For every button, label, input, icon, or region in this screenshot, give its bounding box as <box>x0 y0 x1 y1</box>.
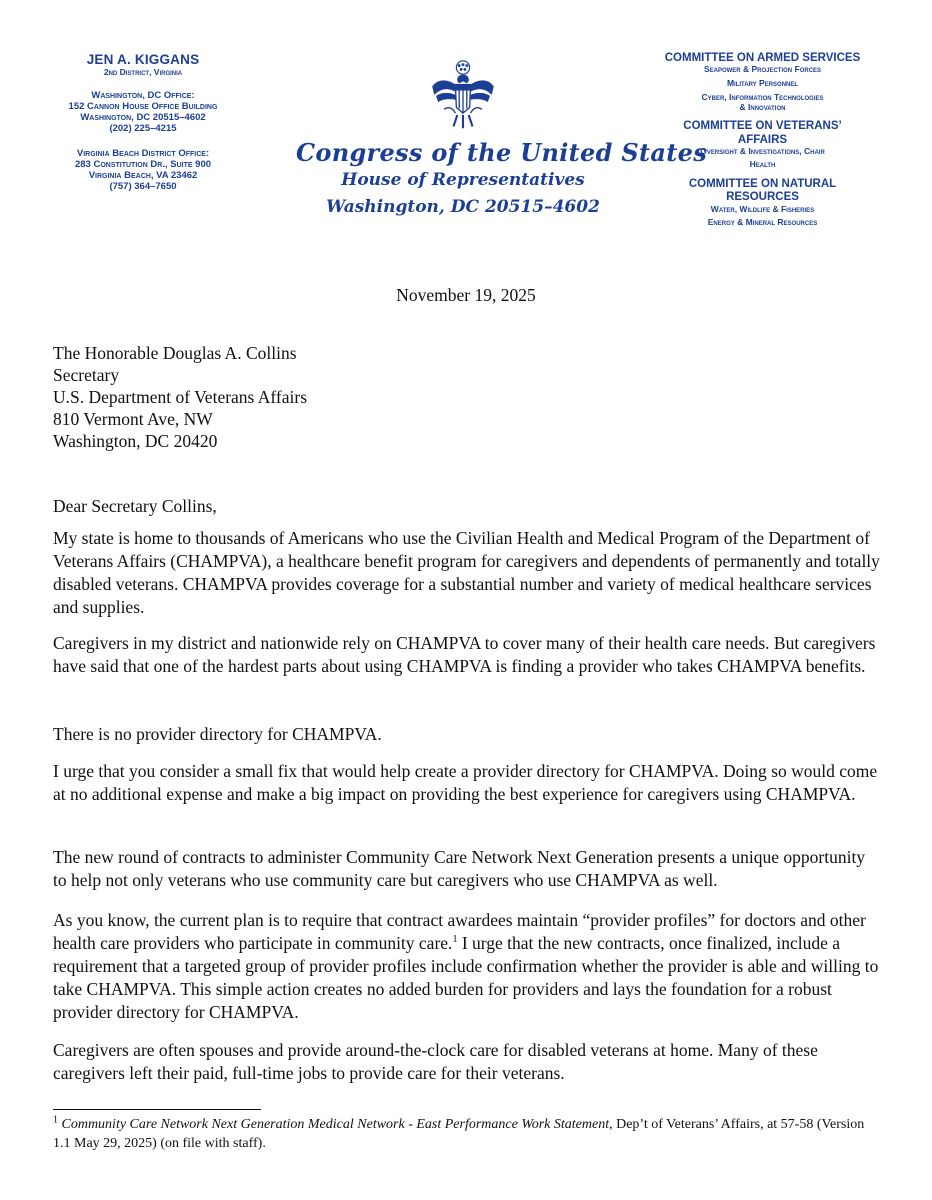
committee-natural-resources <box>660 178 865 204</box>
district-phone: (757) 364–7650 <box>109 180 177 192</box>
address-line: U.S. Department of Veterans Affairs <box>53 387 308 407</box>
city-heading: Washington, DC 20515–4602 <box>326 197 600 217</box>
subcommittee-item: Water, Wildlife & Fisheries <box>710 203 815 214</box>
footnote-citation: , Dep’t of Veterans’ Affairs, at 57-58 (Version 1.1 May 29, 2025) (on file with staff). <box>53 1117 865 1151</box>
subcommittee-item: Cyber, Information Technologies <box>701 91 824 102</box>
subcommittee-item: Health <box>749 159 776 170</box>
subcommittee-item: Military Personnel <box>726 77 799 88</box>
district-address-line-2: Virginia Beach, VA 23462 <box>88 169 198 181</box>
paragraph-4: I urge that you consider a small fix that would help create a provider directory for CHAMPVA. Doing so would come at no additional expense and make a big impact on providing the best experience for caregivers using CHAMPVA. <box>53 761 878 804</box>
paragraph-7: Caregivers are often spouses and provide around-the-clock care for disabled veterans at home. Many of these caregivers left their paid, full-time jobs to provide care for their veterans. <box>53 1040 818 1083</box>
footnote-reference: 1 <box>452 934 458 946</box>
address-line: 810 Vermont Ave, NW <box>53 409 213 429</box>
committee-veterans-affairs <box>660 120 865 146</box>
letterhead-member-info <box>48 52 238 193</box>
paragraph-2: Caregivers in my district and nationwide rely on CHAMPVA to cover many of their health care needs. But caregivers have said that one of the hardest parts about using CHAMPVA is finding a provider who takes CHAMPVA benefits. <box>53 633 876 676</box>
committee-veterans-affairs-line-1: COMMITTEE ON VETERANS’ <box>683 120 842 133</box>
paragraph-6-part-1: As you know, the current plan is to require that contract awardees maintain “provider profiles” for doctors and other health care providers who participate in community care. <box>53 910 866 953</box>
subcommittee-item: Oversight & Investigations, Chair <box>700 145 825 156</box>
committee-veterans-affairs-line-2: AFFAIRS <box>737 133 788 146</box>
dc-office-label: Washington, DC Office: <box>91 90 195 102</box>
address-line: The Honorable Douglas A. Collins <box>53 343 297 363</box>
great-seal-eagle-icon <box>425 58 501 134</box>
dc-address-line-1: 152 Cannon House Office Building <box>68 101 218 113</box>
salutation: Dear Secretary Collins, <box>53 496 217 516</box>
address-line: Washington, DC 20420 <box>53 431 218 451</box>
footnote-divider <box>53 1109 261 1110</box>
committee-armed-services: COMMITTEE ON ARMED SERVICES <box>664 52 861 64</box>
footnote-number: 1 <box>53 1114 58 1126</box>
paragraph-1: My state is home to thousands of Americans who use the Civilian Health and Medical Program of the Department of Veterans Affairs (CHAMPVA), a healthcare benefit program for caregivers and dependents of permanently and totally disabled veterans. CHAMPVA provides coverage for a substantial number and variety of medical healthcare services and supplies. <box>53 528 880 617</box>
dc-phone: (202) 225–4215 <box>109 123 177 135</box>
committee-natural-resources-line-2: RESOURCES <box>726 191 799 204</box>
footnote <box>53 1115 883 1153</box>
dc-address-line-2: Washington, DC 20515–4602 <box>80 112 206 124</box>
address-line: Secretary <box>53 365 120 385</box>
congress-heading: Congress of the United States <box>296 138 708 167</box>
paragraph-5: The new round of contracts to administer Community Care Network Next Generation presents a unique opportunity to help not only veterans who use community care but caregivers who use CHAMPVA as well. <box>53 847 866 890</box>
letter-date: November 19, 2025 <box>396 285 536 305</box>
member-district: 2nd District, Virginia <box>103 66 183 77</box>
recipient-address <box>53 342 307 452</box>
committee-natural-resources-line-1: COMMITTEE ON NATURAL <box>688 178 837 191</box>
subcommittee-item: Energy & Mineral Resources <box>707 217 818 228</box>
footnote-title: Community Care Network Next Generation Medical Network - East Performance Work Statement <box>61 1117 610 1132</box>
subcommittee-item: & Innovation <box>739 101 786 112</box>
paragraph-6-part-2: I urge that the new contracts, once finalized, include a requirement that a targeted group of provider profiles include confirmation whether the provider is able and willing to take CHAMPVA. This simple action creates no added burden for providers and lays the foundation for a robust provider directory for CHAMPVA. <box>53 933 879 1022</box>
district-office-label: Virginia Beach District Office: <box>76 147 210 159</box>
house-heading: House of Representatives <box>341 170 585 190</box>
subcommittee-item: Seapower & Projection Forces <box>703 64 822 75</box>
paragraph-6 <box>53 909 883 1024</box>
district-address-line-1: 283 Constitution Dr., Suite 900 <box>74 158 212 170</box>
letterhead-committees <box>660 52 865 228</box>
paragraph-3: There is no provider directory for CHAMPVA. <box>53 724 382 744</box>
member-name: JEN A. KIGGANS <box>86 52 200 67</box>
